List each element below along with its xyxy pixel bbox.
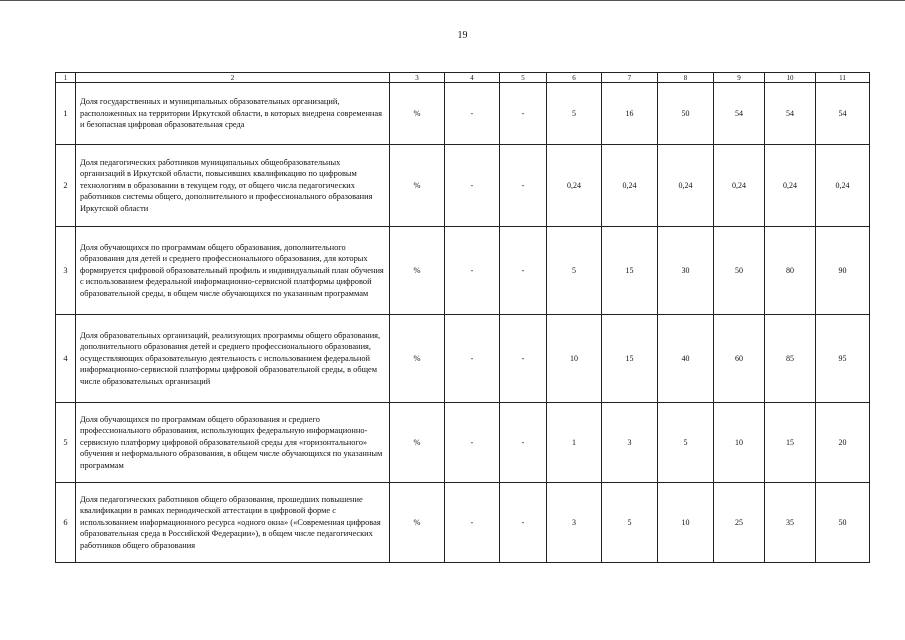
- value-cell: -: [445, 315, 500, 403]
- value-cell: 5: [547, 83, 602, 145]
- value-cell: 54: [765, 83, 816, 145]
- value-cell: 1: [547, 403, 602, 483]
- indicators-table: [55, 72, 870, 563]
- table-row: [56, 83, 870, 145]
- value-cell: -: [445, 83, 500, 145]
- header-cell: 11: [816, 73, 870, 83]
- value-cell: -: [500, 403, 547, 483]
- value-cell: 95: [816, 315, 870, 403]
- value-cell: -: [445, 403, 500, 483]
- value-cell: 0,24: [602, 145, 658, 227]
- value-cell: 30: [658, 227, 714, 315]
- page-number: 19: [457, 30, 468, 41]
- value-cell: 90: [816, 227, 870, 315]
- header-cell: 1: [56, 73, 76, 83]
- value-cell: 15: [602, 315, 658, 403]
- value-cell: 80: [765, 227, 816, 315]
- row-number: 5: [56, 403, 76, 483]
- row-number: 4: [56, 315, 76, 403]
- table-row: [56, 145, 870, 227]
- indicator-description: Доля образовательных организаций, реализующих программы общего образования, дополнительного образования детей и среднего профессионального образования, осуществляющих образовательную деятельность с использованием федеральной информационно-сервисной платформы цифровой образовательной среды, в общем числе образовательных организаций: [76, 315, 390, 403]
- value-cell: 60: [714, 315, 765, 403]
- unit-cell: %: [390, 315, 445, 403]
- indicator-description: Доля обучающихся по программам общего образования и среднего профессионального образования, использующих федеральную информационно-сервисную платформу цифровой образовательной среды для «горизонтального» обучения и неформального образования, в общем числе обучающихся по указанным программам: [76, 403, 390, 483]
- row-number: 2: [56, 145, 76, 227]
- indicator-description: Доля обучающихся по программам общего образования, дополнительного образования для детей и среднего профессионального образования, для которых формируется цифровой образовательный профиль и индивидуальный план обучения с использованием федеральной информационно-сервисной платформы цифровой образовательной среды, в общем числе обучающихся по указанным программам: [76, 227, 390, 315]
- value-cell: 0,24: [547, 145, 602, 227]
- row-number: 6: [56, 483, 76, 563]
- row-number: 1: [56, 83, 76, 145]
- value-cell: -: [445, 145, 500, 227]
- value-cell: -: [500, 483, 547, 563]
- table-row: [56, 227, 870, 315]
- value-cell: 3: [602, 403, 658, 483]
- header-cell: 3: [390, 73, 445, 83]
- value-cell: -: [500, 315, 547, 403]
- value-cell: 20: [816, 403, 870, 483]
- table-row: [56, 483, 870, 563]
- row-number: 3: [56, 227, 76, 315]
- value-cell: -: [445, 483, 500, 563]
- value-cell: 50: [816, 483, 870, 563]
- indicator-description: Доля педагогических работников общего образования, прошедших повышение квалификации в рамках периодической аттестации в цифровой форме с использованием информационного ресурса «одного окна» («Современная цифровая образовательная среда в Российской Федерации»), в общем числе педагогических работников общего образования: [76, 483, 390, 563]
- table-row: [56, 315, 870, 403]
- value-cell: -: [500, 227, 547, 315]
- value-cell: 50: [658, 83, 714, 145]
- value-cell: 85: [765, 315, 816, 403]
- value-cell: 5: [658, 403, 714, 483]
- value-cell: 54: [714, 83, 765, 145]
- table-row: [56, 403, 870, 483]
- table-header-row: [56, 73, 870, 83]
- header-cell: 8: [658, 73, 714, 83]
- header-cell: 9: [714, 73, 765, 83]
- value-cell: 10: [547, 315, 602, 403]
- header-cell: 10: [765, 73, 816, 83]
- header-cell: 5: [500, 73, 547, 83]
- value-cell: -: [500, 83, 547, 145]
- unit-cell: %: [390, 227, 445, 315]
- value-cell: -: [445, 227, 500, 315]
- value-cell: 0,24: [765, 145, 816, 227]
- value-cell: 15: [602, 227, 658, 315]
- indicator-description: Доля педагогических работников муниципальных общеобразовательных организаций в Иркутской области, повысивших квалификацию по цифровым технологиям в образовании в текущем году, от общего числа педагогических работников системы общего, дополнительного и профессионального образования Иркутской области: [76, 145, 390, 227]
- value-cell: 10: [658, 483, 714, 563]
- value-cell: 50: [714, 227, 765, 315]
- header-cell: 2: [76, 73, 390, 83]
- value-cell: 15: [765, 403, 816, 483]
- header-cell: 6: [547, 73, 602, 83]
- value-cell: 16: [602, 83, 658, 145]
- value-cell: 5: [547, 227, 602, 315]
- value-cell: 5: [602, 483, 658, 563]
- value-cell: 0,24: [658, 145, 714, 227]
- header-cell: 4: [445, 73, 500, 83]
- value-cell: 40: [658, 315, 714, 403]
- value-cell: 54: [816, 83, 870, 145]
- value-cell: 0,24: [816, 145, 870, 227]
- page-top-edge: [0, 0, 905, 2]
- header-cell: 7: [602, 73, 658, 83]
- value-cell: -: [500, 145, 547, 227]
- value-cell: 0,24: [714, 145, 765, 227]
- value-cell: 25: [714, 483, 765, 563]
- unit-cell: %: [390, 403, 445, 483]
- unit-cell: %: [390, 83, 445, 145]
- indicator-description: Доля государственных и муниципальных образовательных организаций, расположенных на территории Иркутской области, в которых внедрена современная и безопасная цифровая образовательная среда: [76, 83, 390, 145]
- value-cell: 10: [714, 403, 765, 483]
- value-cell: 35: [765, 483, 816, 563]
- value-cell: 3: [547, 483, 602, 563]
- unit-cell: %: [390, 483, 445, 563]
- unit-cell: %: [390, 145, 445, 227]
